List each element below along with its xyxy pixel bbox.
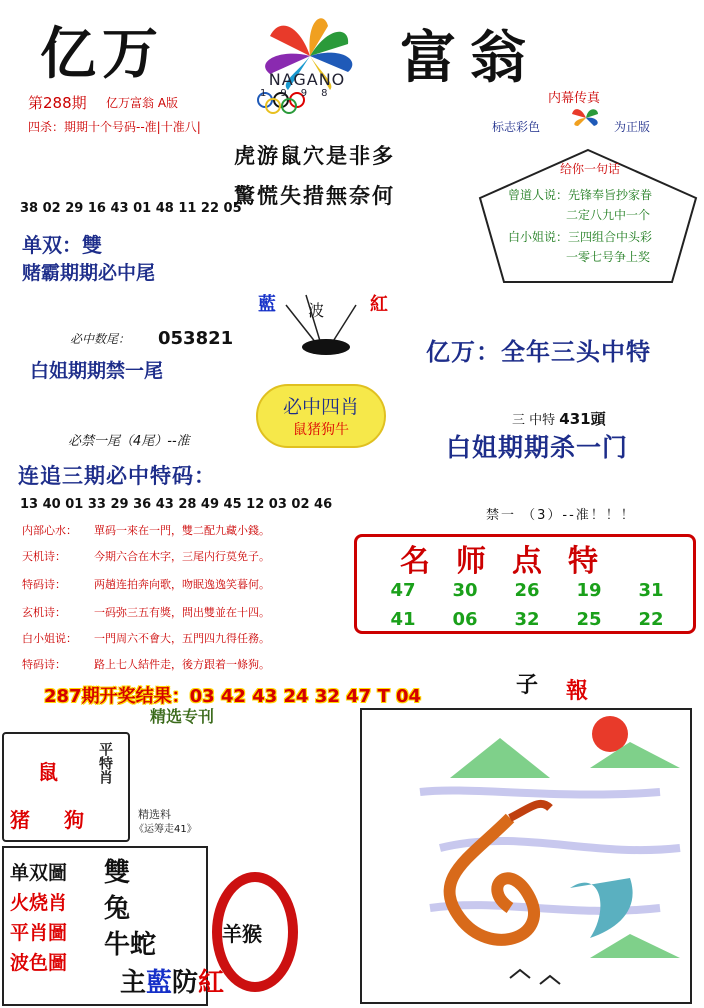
pentagon-title: 给你一句话 <box>560 162 621 176</box>
selected-tag-sub: 《运筹走41》 <box>134 824 197 835</box>
odd-even-char: 雙 <box>104 858 131 888</box>
must-tail-value: 053821 <box>158 328 234 349</box>
year-slogan: 亿万：全年三头中特 <box>426 337 651 366</box>
master-number: 25 <box>576 609 602 630</box>
poem-row: 特码诗： 两趟连拍奔向歌，吻眠逸逸笑暮何。 <box>22 578 270 591</box>
special-head-label: 三 中特 <box>512 413 556 428</box>
pentagon-line: 白小姐说：三四组合中头彩 <box>508 230 653 244</box>
corner-bao: 報 <box>566 678 589 704</box>
special-head-value: 431頭 <box>559 410 606 428</box>
master-number: 22 <box>638 609 664 630</box>
master-number: 19 <box>576 580 602 601</box>
odd-even-value: 雙 <box>82 233 102 257</box>
baijie-tail-slogan: 白姐期期禁一尾 <box>30 360 164 382</box>
pentagon-line: 曾道人说：先锋奉旨抄家眷 <box>508 188 653 202</box>
odd-even-row <box>22 229 102 258</box>
chart-item: 单双圖 <box>10 862 68 884</box>
four-kill-line: 四杀：期期十个号码--准|十准八| <box>28 120 201 134</box>
blue-wave-label: 藍 <box>258 294 276 315</box>
poem-row: 天机诗： 今期六合在木字，三尾内行莫免子。 <box>22 550 270 563</box>
main-color-row: 主藍防紅 <box>120 968 225 998</box>
chart-item: 火烧肖 <box>10 892 68 914</box>
must-tail-label: 必中数尾： <box>70 332 131 346</box>
master-number: 32 <box>514 609 540 630</box>
numbers-mid: 13 40 01 33 29 36 43 28 49 45 12 03 02 46 <box>20 497 333 512</box>
master-number: 06 <box>452 609 478 630</box>
title-right: 富翁 <box>400 25 540 91</box>
numbers-top: 38 02 29 16 43 01 48 11 22 05 <box>20 201 242 216</box>
pentagon-line: 二定八九中一个 <box>566 208 651 222</box>
special-issue-banner: 精选专刊 <box>150 707 215 726</box>
fax-right: 为正版 <box>614 120 651 134</box>
master-number: 47 <box>390 580 416 601</box>
logo-year: 1998 <box>260 88 342 99</box>
poem-row: 特码诗： 路上七人結件走，後方跟着一條狗。 <box>22 658 270 671</box>
issue-tag: 亿万富翁 A版 <box>106 96 179 110</box>
poem-row: 内部心水： 單码一來在一門，雙二配九藏小錢。 <box>22 524 270 537</box>
master-number: 30 <box>452 580 478 601</box>
flat-zodiac-vertical: 平特肖 <box>97 742 113 784</box>
chart-item: 平肖圖 <box>10 922 68 944</box>
fax-title: 内幕传真 <box>548 91 601 106</box>
ban-one-line: 禁一 （3）--准！！！ <box>486 508 636 523</box>
chart-list <box>10 858 67 978</box>
corner-zi: 子 <box>516 672 539 698</box>
baijie-door-slogan: 白姐期期杀一门 <box>446 433 629 462</box>
four-zodiac-title: 必中四肖 <box>282 396 359 418</box>
wave-label: 波 <box>308 301 325 320</box>
draw-result: 287期开奖结果：03 42 43 24 32 47 T 04 <box>44 686 422 707</box>
odd-even-label: 单双： <box>22 233 82 257</box>
four-zodiac-animals: 鼠猪狗牛 <box>293 422 349 438</box>
nagano-flower-logo <box>205 8 415 126</box>
ox-snake-char: 牛蛇 <box>104 930 157 960</box>
issue-number: 第288期 <box>28 94 87 112</box>
poem-line-1: 虎游鼠穴是非多 <box>234 143 395 168</box>
tail-slogan: 赌霸期期必中尾 <box>22 262 156 284</box>
selected-tag: 精选料 <box>138 808 171 821</box>
master-pick-title: 名师点特 <box>400 544 624 579</box>
mini-logo-icon <box>560 104 612 134</box>
poem-row: 白小姐说： 一門周六不會大，五門四九得任務。 <box>22 632 270 645</box>
dog-label: 狗 <box>64 808 84 832</box>
red-wave-label: 紅 <box>370 294 388 315</box>
special-head-row <box>512 408 606 429</box>
four-zodiac-badge <box>256 384 386 448</box>
dragon-picture <box>360 708 692 1004</box>
master-number: 26 <box>514 580 540 601</box>
poem-row: 玄机诗： 一码弥三五有獎，問出雙並在十四。 <box>22 606 270 619</box>
master-number: 41 <box>390 609 416 630</box>
master-number: 31 <box>638 580 664 601</box>
rat-label: 鼠 <box>38 760 58 784</box>
fax-left: 标志彩色 <box>492 120 541 134</box>
chart-item: 波色圖 <box>10 952 68 974</box>
title-left: 亿万 <box>40 21 164 87</box>
nagano-logo-text: NAGANO <box>268 70 346 89</box>
pig-label: 猪 <box>10 808 30 832</box>
pentagon-line: 一零七号争上奖 <box>566 250 651 264</box>
goat-monkey-label: 羊猴 <box>222 922 262 946</box>
ban-tail-line: 必禁一尾（4尾）--准 <box>68 434 190 449</box>
rabbit-char: 兔 <box>104 894 131 924</box>
poem-line-2: 驚慌失措無奈何 <box>234 183 395 208</box>
chase-heading: 连追三期必中特码： <box>18 463 216 488</box>
